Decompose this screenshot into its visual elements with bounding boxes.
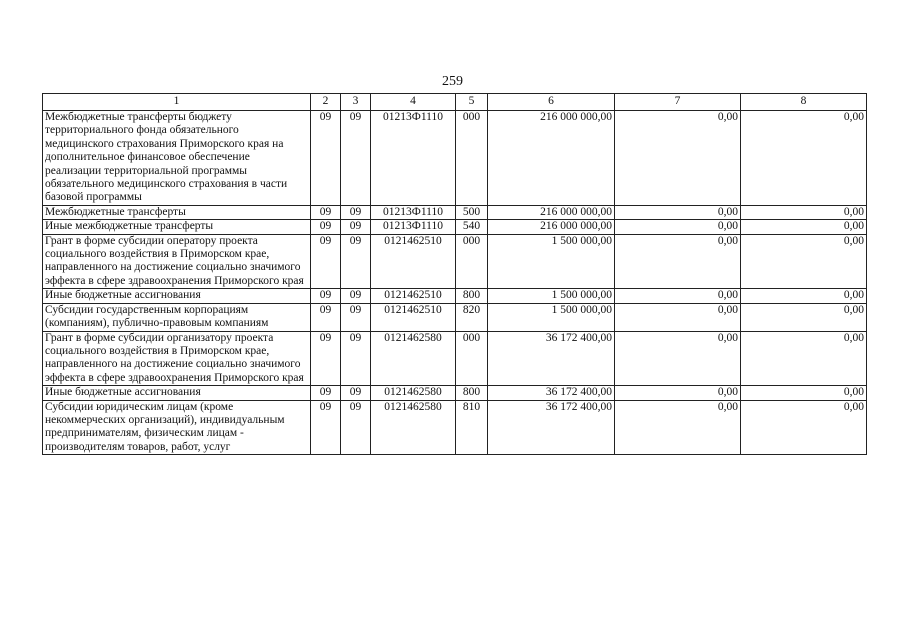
section-code: 09: [311, 303, 341, 331]
column-header: 7: [615, 94, 741, 111]
expense-type-code: 500: [456, 205, 488, 219]
expense-type-code: 810: [456, 400, 488, 455]
header-row: [43, 94, 867, 111]
amount-col-6: 1 500 000,00: [488, 234, 615, 289]
amount-col-7: 0,00: [615, 234, 741, 289]
expense-type-code: 000: [456, 331, 488, 386]
amount-col-6: 216 000 000,00: [488, 205, 615, 219]
table-row: [43, 289, 867, 303]
table-row: [43, 234, 867, 289]
table-row: [43, 205, 867, 219]
amount-col-6: 216 000 000,00: [488, 111, 615, 206]
section-code: 09: [311, 400, 341, 455]
subsection-code: 09: [341, 111, 371, 206]
table-header: [43, 94, 867, 111]
expense-type-code: 540: [456, 220, 488, 234]
target-article-code: 01213Ф1110: [371, 205, 456, 219]
target-article-code: 0121462580: [371, 331, 456, 386]
section-code: 09: [311, 331, 341, 386]
subsection-code: 09: [341, 205, 371, 219]
column-header: 3: [341, 94, 371, 111]
row-name: Субсидии государственным корпорациям (компаниям), публично-правовым компаниям: [43, 303, 311, 331]
amount-col-8: 0,00: [741, 303, 867, 331]
table-row: [43, 331, 867, 386]
row-name: Межбюджетные трансферты: [43, 205, 311, 219]
target-article-code: 0121462510: [371, 303, 456, 331]
amount-col-8: 0,00: [741, 331, 867, 386]
amount-col-8: 0,00: [741, 289, 867, 303]
amount-col-7: 0,00: [615, 331, 741, 386]
target-article-code: 0121462510: [371, 289, 456, 303]
section-code: 09: [311, 289, 341, 303]
column-header: 5: [456, 94, 488, 111]
row-name: Межбюджетные трансферты бюджету территориального фонда обязательного медицинского страхования Приморского края на дополнительное финансовое обеспечение реализации территориальной программы обязательного медицинского страхования в части базовой программы: [43, 111, 311, 206]
subsection-code: 09: [341, 234, 371, 289]
expense-type-code: 800: [456, 289, 488, 303]
column-header: 6: [488, 94, 615, 111]
expense-type-code: 820: [456, 303, 488, 331]
table-row: [43, 400, 867, 455]
section-code: 09: [311, 386, 341, 400]
column-header: 2: [311, 94, 341, 111]
amount-col-8: 0,00: [741, 111, 867, 206]
page-number: 259: [442, 74, 463, 89]
amount-col-7: 0,00: [615, 220, 741, 234]
target-article-code: 0121462510: [371, 234, 456, 289]
section-code: 09: [311, 234, 341, 289]
subsection-code: 09: [341, 386, 371, 400]
table-row: [43, 111, 867, 206]
expense-type-code: 800: [456, 386, 488, 400]
expense-type-code: 000: [456, 111, 488, 206]
table-row: [43, 386, 867, 400]
section-code: 09: [311, 111, 341, 206]
table-body: [43, 111, 867, 455]
amount-col-6: 216 000 000,00: [488, 220, 615, 234]
table-row: [43, 220, 867, 234]
target-article-code: 01213Ф1110: [371, 111, 456, 206]
budget-table: [42, 93, 867, 455]
amount-col-8: 0,00: [741, 205, 867, 219]
amount-col-6: 1 500 000,00: [488, 303, 615, 331]
subsection-code: 09: [341, 289, 371, 303]
expense-type-code: 000: [456, 234, 488, 289]
target-article-code: 01213Ф1110: [371, 220, 456, 234]
target-article-code: 0121462580: [371, 400, 456, 455]
target-article-code: 0121462580: [371, 386, 456, 400]
amount-col-8: 0,00: [741, 234, 867, 289]
amount-col-7: 0,00: [615, 205, 741, 219]
row-name: Иные межбюджетные трансферты: [43, 220, 311, 234]
amount-col-7: 0,00: [615, 111, 741, 206]
amount-col-6: 36 172 400,00: [488, 331, 615, 386]
amount-col-8: 0,00: [741, 386, 867, 400]
column-header: 8: [741, 94, 867, 111]
amount-col-7: 0,00: [615, 400, 741, 455]
column-header: 4: [371, 94, 456, 111]
row-name: Субсидии юридическим лицам (кроме некоммерческих организаций), индивидуальным предпринимателям, физическим лицам - производителям товаров, работ, услуг: [43, 400, 311, 455]
row-name: Грант в форме субсидии оператору проекта социального воздействия в Приморском крае, направленного на достижение социально значимого эффекта в сфере здравоохранения Приморского края: [43, 234, 311, 289]
row-name: Грант в форме субсидии организатору проекта социального воздействия в Приморском крае, направленного на достижение социально значимого эффекта в сфере здравоохранения Приморского края: [43, 331, 311, 386]
subsection-code: 09: [341, 220, 371, 234]
amount-col-8: 0,00: [741, 400, 867, 455]
amount-col-6: 36 172 400,00: [488, 386, 615, 400]
amount-col-7: 0,00: [615, 303, 741, 331]
column-header: 1: [43, 94, 311, 111]
amount-col-7: 0,00: [615, 386, 741, 400]
amount-col-7: 0,00: [615, 289, 741, 303]
subsection-code: 09: [341, 400, 371, 455]
subsection-code: 09: [341, 303, 371, 331]
section-code: 09: [311, 205, 341, 219]
subsection-code: 09: [341, 331, 371, 386]
table-row: [43, 303, 867, 331]
amount-col-8: 0,00: [741, 220, 867, 234]
amount-col-6: 1 500 000,00: [488, 289, 615, 303]
row-name: Иные бюджетные ассигнования: [43, 386, 311, 400]
amount-col-6: 36 172 400,00: [488, 400, 615, 455]
row-name: Иные бюджетные ассигнования: [43, 289, 311, 303]
section-code: 09: [311, 220, 341, 234]
